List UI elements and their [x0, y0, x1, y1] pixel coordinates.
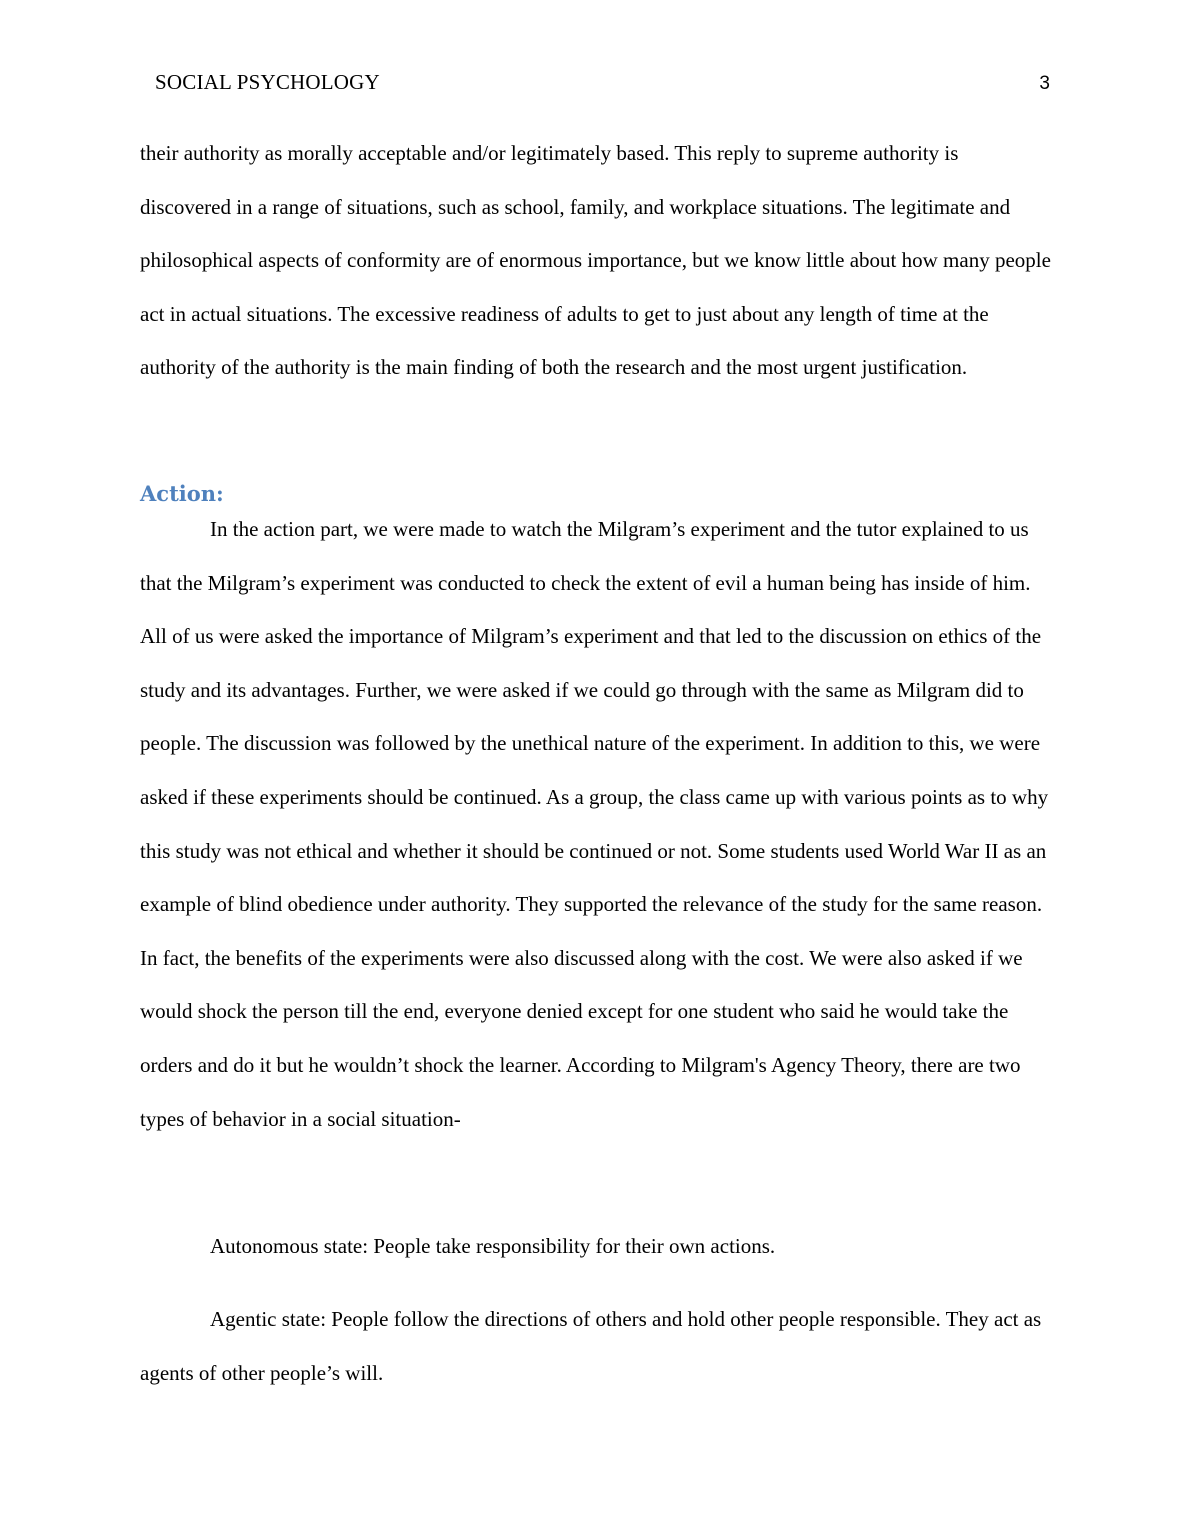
body-paragraph-1: their authority as morally acceptable and/or legitimately based. This reply to supreme authority is discovered in a range of situations, such as school, family, and workplace situations. The legitimate and philosophical aspects of conformity are of enormous importance, but we know little about how many people act in actual situations. The excessive readiness of adults to get to just about any length of time at the authority of the authority is the main finding of both the research and the most urgent justification.: [140, 141, 1051, 380]
body-paragraph-agentic-state: Agentic state: People follow the directions of others and hold other people responsible. They act as agents of other people’s will.: [140, 1307, 1042, 1385]
body-paragraph-autonomous-state: Autonomous state: People take responsibility for their own actions.: [210, 1234, 776, 1258]
section-heading-action: Action:: [140, 481, 224, 506]
page-number: 3: [1039, 73, 1050, 94]
running-head: SOCIAL PSYCHOLOGY: [155, 70, 380, 94]
body-paragraph-2: In the action part, we were made to watch the Milgram’s experiment and the tutor explained to us that the Milgram’s experiment was conducted to check the extent of evil a human being has inside of him. All of us were asked the importance of Milgram’s experiment and that led to the discussion on ethics of the study and its advantages. Further, we were asked if we could go through with the same as Milgram did to people. The discussion was followed by the unethical nature of the experiment. In addition to this, we were asked if these experiments should be continued. As a group, the class came up with various points as to why this study was not ethical and whether it should be continued or not. Some students used World War II as an example of blind obedience under authority. They supported the relevance of the study for the same reason. In fact, the benefits of the experiments were also discussed along with the cost. We were also asked if we would shock the person till the end, everyone denied except for one student who said he would take the orders and do it but he wouldn’t shock the learner. According to Milgram's Agency Theory, there are two types of behavior in a social situation-: [140, 517, 1049, 1131]
